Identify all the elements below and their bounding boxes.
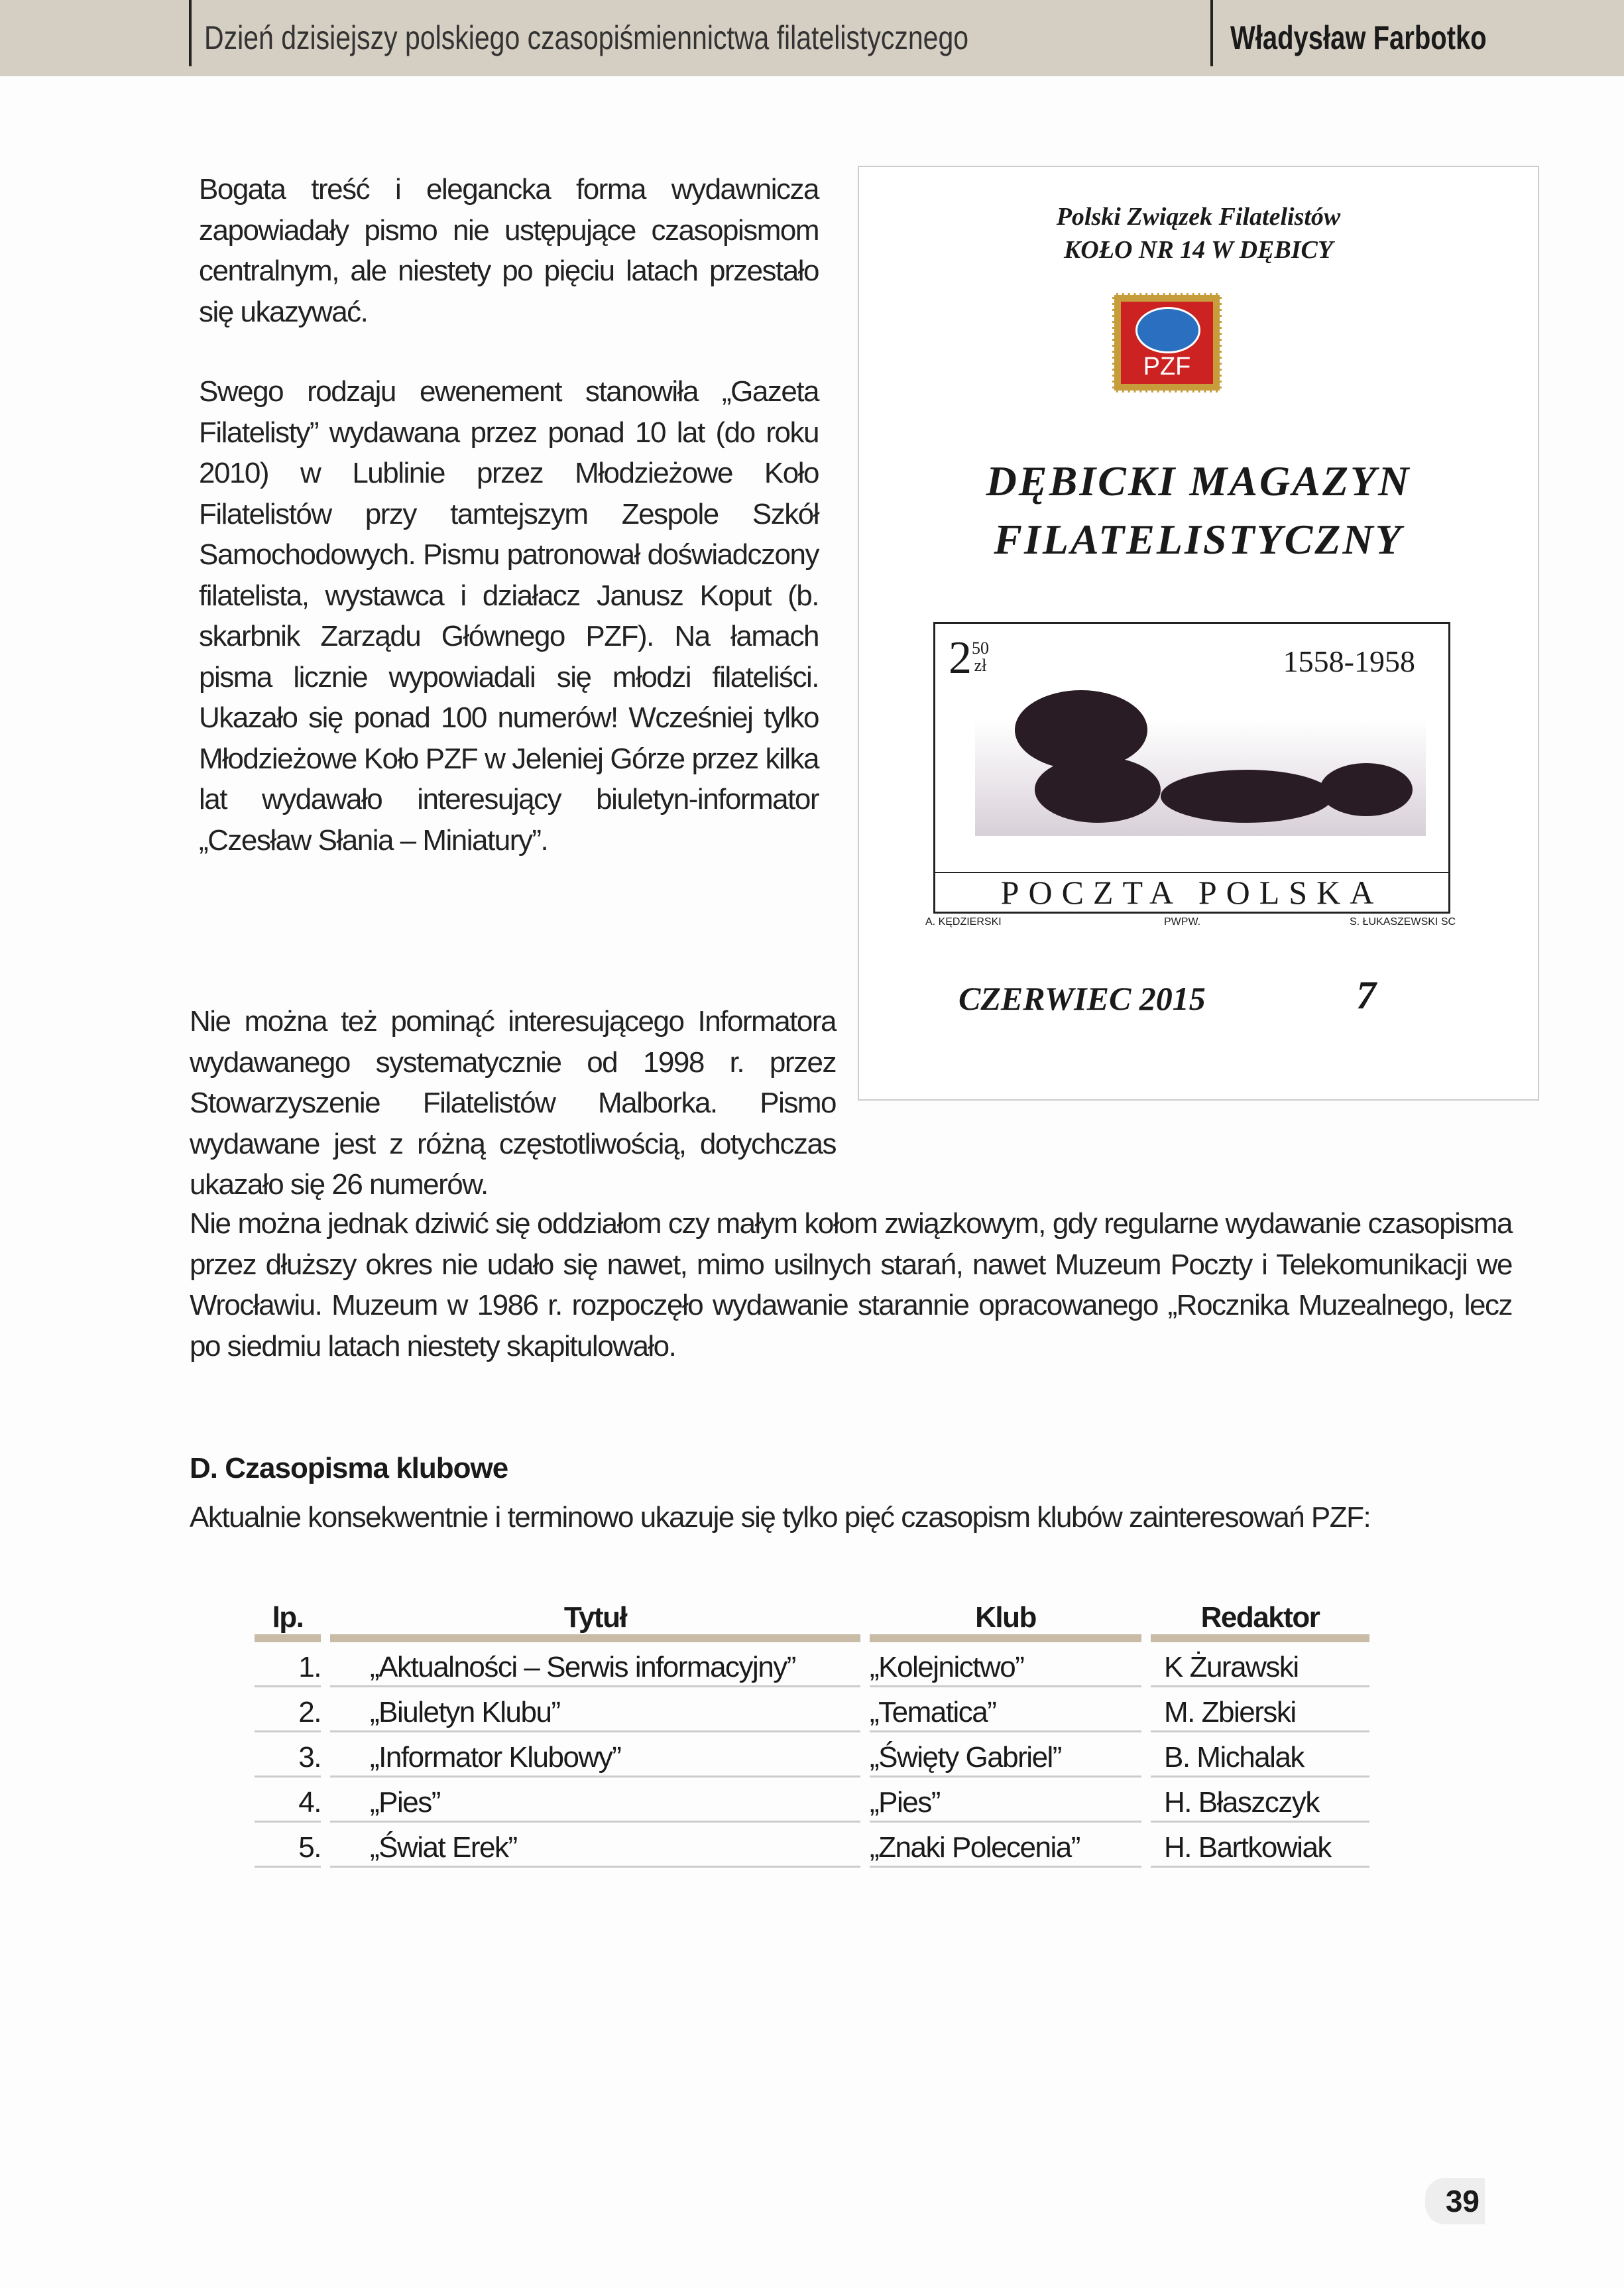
header-author: Władysław Farbotko [1230,19,1487,56]
stagecoach-illustration [975,690,1426,836]
club-journals-table [245,1601,1379,1868]
section-heading: D. Czasopisma klubowe [190,1452,508,1484]
postage-stamp [933,622,1450,914]
table-row: 3. „Informator Klubowy” „Święty Gabriel” B. Michalak [255,1732,1369,1777]
table-row: 1. „Aktualności – Serwis informacyjny” „Kolejnictwo” K Żurawski [255,1642,1369,1687]
stamp-credit: A. KĘDZIERSKI [925,916,1002,928]
header-title: Dzień dzisiejszy polskiego czasopiśmiennictwa filatelistycznego [204,19,969,56]
cover-circle: KOŁO NR 14 W DĘBICY [1063,236,1334,264]
col-header: Redaktor [1151,1601,1369,1642]
stamp-years: 1558-1958 [1283,644,1415,678]
stamp-value: 250 zł [949,632,989,684]
page-number: 39 [1425,2178,1485,2224]
header-divider [1210,0,1213,66]
table-row: 2. „Biuletyn Klubu” „Tematica” M. Zbierski [255,1687,1369,1732]
col-header: Tytuł [330,1601,860,1642]
issue-date: CZERWIEC 2015 [958,980,1206,1017]
paragraph: Nie można jednak dziwić się oddziałom czy małym kołom związkowym, gdy regularne wydawanie czasopisma przez dłuższy okres nie udało się nawet, mimo usilnych starań, nawet Muzeum Poczty i Telekomunikacji we Wrocławiu. Muzeum w 1986 r. rozpoczęło wydawanie starannie opracowanego „Rocznika Muzealnego, lecz po siedmiu latach niestety skapitulowało. [190,1207,1512,1362]
cover-title-line: DĘBICKI MAGAZYN [986,457,1411,505]
paragraph: Bogata treść i elegancka forma wydawnicza zapowiadały pismo nie ustępujące czasopismom centralnym, ale niestety po pięciu latach przestało się ukazywać. [199,173,819,328]
cover-header [859,200,1538,267]
paragraph: Nie można też pominąć interesującego Informatora wydawanego systematycznie od 1998 r. przez Stowarzyszenie Filatelistów Malborka. Pismo wydawane jest z różną częstotliwością, dotychczas ukazało się 26 numerów. [190,1005,836,1201]
globe-icon [1135,307,1200,353]
issue-number: 7 [1356,973,1376,1017]
running-header [0,0,1624,76]
cover-org: Polski Związek Filatelistów [1056,203,1341,231]
table-row: 4. „Pies” „Pies” H. Błaszczyk [255,1777,1369,1823]
col-header: Klub [870,1601,1141,1642]
paragraph: Swego rodzaju ewenement stanowiła „Gazeta Filatelisty” wydawana przez ponad 10 lat (do roku 2010) w Lublinie przez Młodzieżowe Koło Filatelistów przy tamtejszym Zespole Szkół Samochodowych. Pismu patronował doświadczony filatelista, wystawca i działacz Janusz Koput (b. skarbnik Zarządu Głównego PZF). Na łamach pisma licznie wypowiadali się młodzi filateliści. Ukazało się ponad 100 numerów! Wcześniej tylko Młodzieżowe Koło PZF w Jeleniej Górze przez kilka lat wydawało interesujący biuletyn-informator „Czesław Słania – Miniatury”. [199,375,819,857]
header-divider [189,0,192,66]
col-header: lp. [255,1601,321,1642]
stamp-credit: PWPW. [1164,916,1201,928]
table-row: 5. „Świat Erek” „Znaki Polecenia” H. Bartkowiak [255,1823,1369,1868]
logo-text: PZF [1143,353,1191,381]
cover-title-line: FILATELISTYCZNY [994,516,1403,563]
magazine-cover-image [858,166,1539,1101]
pzf-logo [1112,293,1222,392]
stamp-credit: S. ŁUKASZEWSKI SC [1350,916,1456,928]
stamp-country: POCZTA POLSKA [935,872,1448,912]
section-intro: Aktualnie konsekwentnie i terminowo ukazuje się tylko pięć czasopism klubów zainteresowań PZF: [190,1501,1371,1534]
cover-title [859,452,1538,569]
